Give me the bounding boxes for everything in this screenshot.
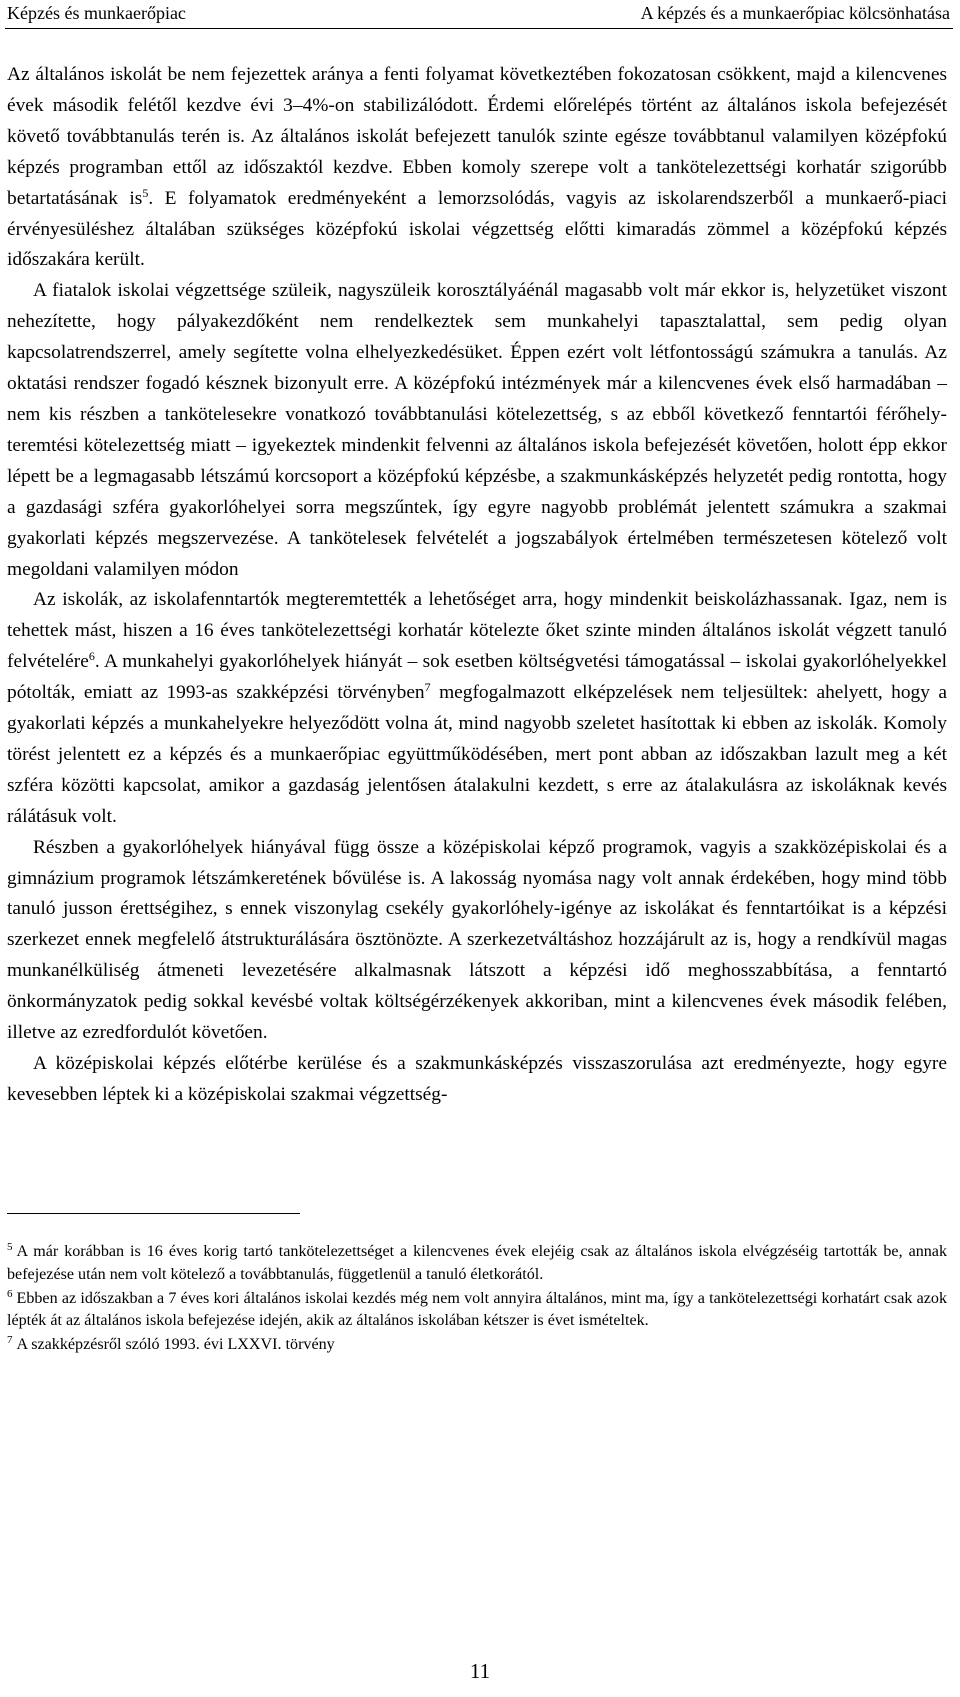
footnote-number: 6 (7, 1287, 13, 1300)
footnotes (7, 1241, 947, 1358)
paragraph-text: Az iskolák, az iskolafenntartók megteremtették a lehetőséget arra, hogy mindenkit beiskolázhassanak. Igaz, nem is tehettek mást, hiszen a 16 éves tankötelezettségi korhatár kötelezte őket szinte minden általános iskolát végzett tanuló felvételére (7, 589, 947, 673)
footnote-number: 7 (7, 1334, 13, 1347)
footnote-text: A szakképzésről szóló 1993. évi LXXVI. törvény (16, 1336, 335, 1354)
main-text (7, 60, 947, 1111)
paragraph-text: A fiatalok iskolai végzettsége szüleik, nagyszüleik korosztályáénál magasabb volt már ekkor is, helyzetüket viszont nehezítette, hogy pályakezdőként nem rendelkeztek sem munkahelyi tapasztalattal, sem pedig olyan kapcsolatrendszerrel, amely segítette volna elhelyezkedésüket. Éppen ezért volt létfontosságú számukra a tanulás. Az oktatási rendszer fogadó késznek bizonyult erre. A középfokú intézmények már a kilencvenes évek első harmadában – nem kis részben a tankötelesekre vonatkozó továbbtanulási kötelezettség, s az ebből következő fenntartói férőhely-teremtési kötelezettség miatt – igyekeztek mindenkit felvenni az általános iskola befejezését követően, holott épp ekkor lépett be a legmagasabb létszámú korcsoport a középfokú képzésbe, a szakmunkásképzés helyzetét pedig rontotta, hogy a gazdasági szféra gyakorlóhelyei sorra megszűntek, így egyre nagyobb problémát jelentett számukra a szakmai gyakorlati képzés megszervezése. A tankötelesek felvételét a jogszabályok értelmében természetesen kötelező volt megoldani valamilyen módon (7, 280, 947, 580)
footnote-ref-7[interactable]: 7 (424, 680, 431, 695)
header-right-title: A képzés és a munkaerőpiac kölcsönhatása (640, 3, 950, 23)
footnote-ref-5[interactable]: 5 (142, 185, 149, 200)
page-number: 11 (469, 1659, 491, 1683)
footnote-5 (7, 1241, 947, 1287)
paragraph-4 (7, 833, 947, 1049)
paragraph-text: Részben a gyakorlóhelyek hiányával függ össze a középiskolai képző programok, vagyis a szakközépiskolai és a gimnázium programok létszámkeretének bővülése is. A lakosság nyomása nagy volt annak érdekében, hogy mind több tanuló jusson érettségihez, s ennek viszonylag csekély gyakorlóhely-igénye az iskolákat és fenntartóikat is a képzési szerkezet ennek megfelelő átstrukturálására ösztönözte. A szerkezetváltáshoz hozzájárult az is, hogy a rendkívül magas munkanélküliség átmeneti levezetésére alkalmasnak látszott a képzési idő meghosszabbítása, a fenntartó önkormányzatok pedig sokkal kevésbé voltak költségérzékenyek akkoriban, mint a kilencvenes évek második felében, illetve az ezredfordulót követően. (7, 836, 947, 1044)
paragraph-text: . A munkahelyi gyakorlóhelyek hiányát – sok esetben költségvetési támogatással – iskolai gyakorlóhelyekkel pótolták, emiatt az 1993-as szakképzési törvényben (7, 651, 947, 704)
footnote-text: A már korábban is 16 éves korig tartó tankötelezettséget a kilencvenes évek elejéig csak az általános iskola elvégzéséig tartották be, annak befejezése után nem volt kötelező a továbbtanulás, függetlenül a tanuló életkorától. (7, 1243, 947, 1283)
paragraph-3 (7, 585, 947, 832)
footnote-text: Ebben az időszakban a 7 éves kori általános iskolai kezdés még nem volt annyira általános, mint ma, így a tankötelezettségi korhatárt csak azok lépték át az általános iskola befejezése idején, akik az általános iskolában kétszer is évet ismételtek. (7, 1289, 947, 1330)
paragraph-text: . E folyamatok eredményeként a lemorzsolódás, vagyis az iskolarendszerből a munkaerő-piaci érvényesüléshez általában szükséges középfokú iskolai végzettség előtti kimaradás zömmel a középfokú képzés időszakára került. (7, 187, 948, 271)
footnote-ref-6[interactable]: 6 (88, 649, 95, 664)
paragraph-5 (7, 1049, 947, 1111)
running-header (0, 0, 960, 26)
paragraph-2 (7, 276, 947, 585)
header-left-title: Képzés és munkaerőpiac (7, 3, 186, 23)
paragraph-text: megfogalmazott elképzelések nem teljesültek: ahelyett, hogy a gyakorlati képzés a munkahelyekre helyeződött volna át, mind nagyobb szeletet hasítottak ki ebben az iskolák. Komoly törést jelentett ez a képzés és a munkaerőpiac együttműködésében, mert pont abban az időszakban lazult meg a két szféra közötti kapcsolat, amikor a gazdaság jelentősen átalakulni kezdett, s erre az átalakulásra az iskoláknak kevés rálátásuk volt. (7, 682, 947, 827)
paragraph-text: Az általános iskolát be nem fejezettek aránya a fenti folyamat következtében fokozatosan csökkent, majd a kilencvenes évek második felétől kezdve évi 3–4%-on stabilizálódott. Érdemi előrelépés történt az általános iskola befejezését követő továbbtanulás terén is. Az általános iskolát befejezett tanulók szinte egésze továbbtanul valamilyen középfokú képzés programban ettől az időszaktól kezdve. Ebben komoly szerepe volt a tankötelezettségi korhatár szigorúbb betartatásának is (7, 64, 947, 209)
footnote-6 (7, 1288, 947, 1334)
footnote-7 (7, 1334, 947, 1357)
paragraph-text: A középiskolai képzés előtérbe kerülése és a szakmunkásképzés visszaszorulása azt eredményezte, hogy egyre kevesebben léptek ki a középiskolai szakmai végzettség- (7, 1053, 947, 1105)
paragraph-1 (7, 60, 947, 276)
footnote-divider (7, 1213, 300, 1214)
footnote-number: 5 (7, 1241, 13, 1253)
header-divider (5, 28, 953, 29)
